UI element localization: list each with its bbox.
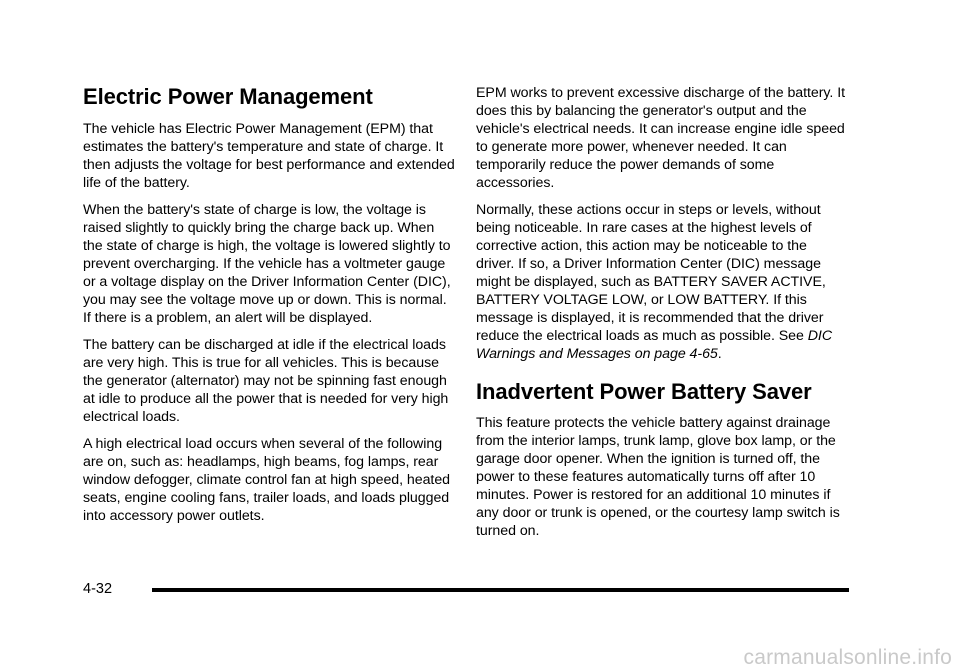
paragraph: When the battery's state of charge is low, the voltage is raised slightly to quickly bring the charge back up. When the state of charge is high, the voltage is lowered slightly to prevent overcharging. If the vehicle has a voltmeter gauge or a voltage display on the Driver Information Center (DIC), you may see the voltage move up or down. This is normal. If there is a problem, an alert will be displayed.: [83, 202, 451, 326]
paragraph: The vehicle has Electric Power Management (EPM) that estimates the battery's temperature and state of charge. It then adjusts the voltage for best performance and extended life of the battery.: [83, 121, 455, 191]
paragraph: A high electrical load occurs when several of the following are on, such as: headlamps, high beams, fog lamps, rear window defogger, climate control fan at high speed, heated seats, engine cooling fans, trailer loads, and loads plugged into accessory power outlets.: [83, 436, 451, 524]
watermark: carmanualsonline.info: [743, 646, 952, 669]
paragraph: This feature protects the vehicle battery against drainage from the interior lamps, trunk lamp, glove box lamp, or the garage door opener. When the ignition is turned off, the power to these features automatically turns off after 10 minutes. Power is restored for an additional 10 minutes if any door or trunk is opened, or the courtesy lamp switch is turned on.: [476, 415, 840, 539]
cross-reference-link[interactable]: DIC Warnings and Messages on page 4-65: [476, 328, 833, 362]
right-column: [476, 84, 848, 549]
paragraph-text: Normally, these actions occur in steps or levels, without being noticeable. In rare cases at the highest levels of corrective action, this action may be noticeable to the driver. If so, a Driver Information Center (DIC) message might be displayed, such as BATTERY SAVER ACTIVE, BATTERY VOLTAGE LOW, or LOW BATTERY. If this message is displayed, it is recommended that the driver reduce the electrical loads as much as possible. See: [476, 202, 826, 344]
section-heading-inadvertent-power-battery-saver: Inadvertent Power Battery Saver: [476, 379, 812, 404]
page-number: 4-32: [83, 581, 113, 597]
paragraph: EPM works to prevent excessive discharge of the battery. It does this by balancing the generator's output and the vehicle's electrical needs. It can increase engine idle speed to generate more power, whenever needed. It can temporarily reduce the power demands of some accessories.: [476, 85, 845, 191]
left-column: [83, 84, 455, 534]
footer-rule: [152, 588, 849, 592]
paragraph-end: .: [717, 346, 722, 362]
paragraph: The battery can be discharged at idle if the electrical loads are very high. This is true for all vehicles. This is because the generator (alternator) may not be spinning fast enough at idle to produce all the power that is needed for very high electrical loads.: [83, 337, 449, 425]
paragraph: [476, 201, 848, 363]
section-heading-electric-power-management: Electric Power Management: [83, 84, 373, 109]
